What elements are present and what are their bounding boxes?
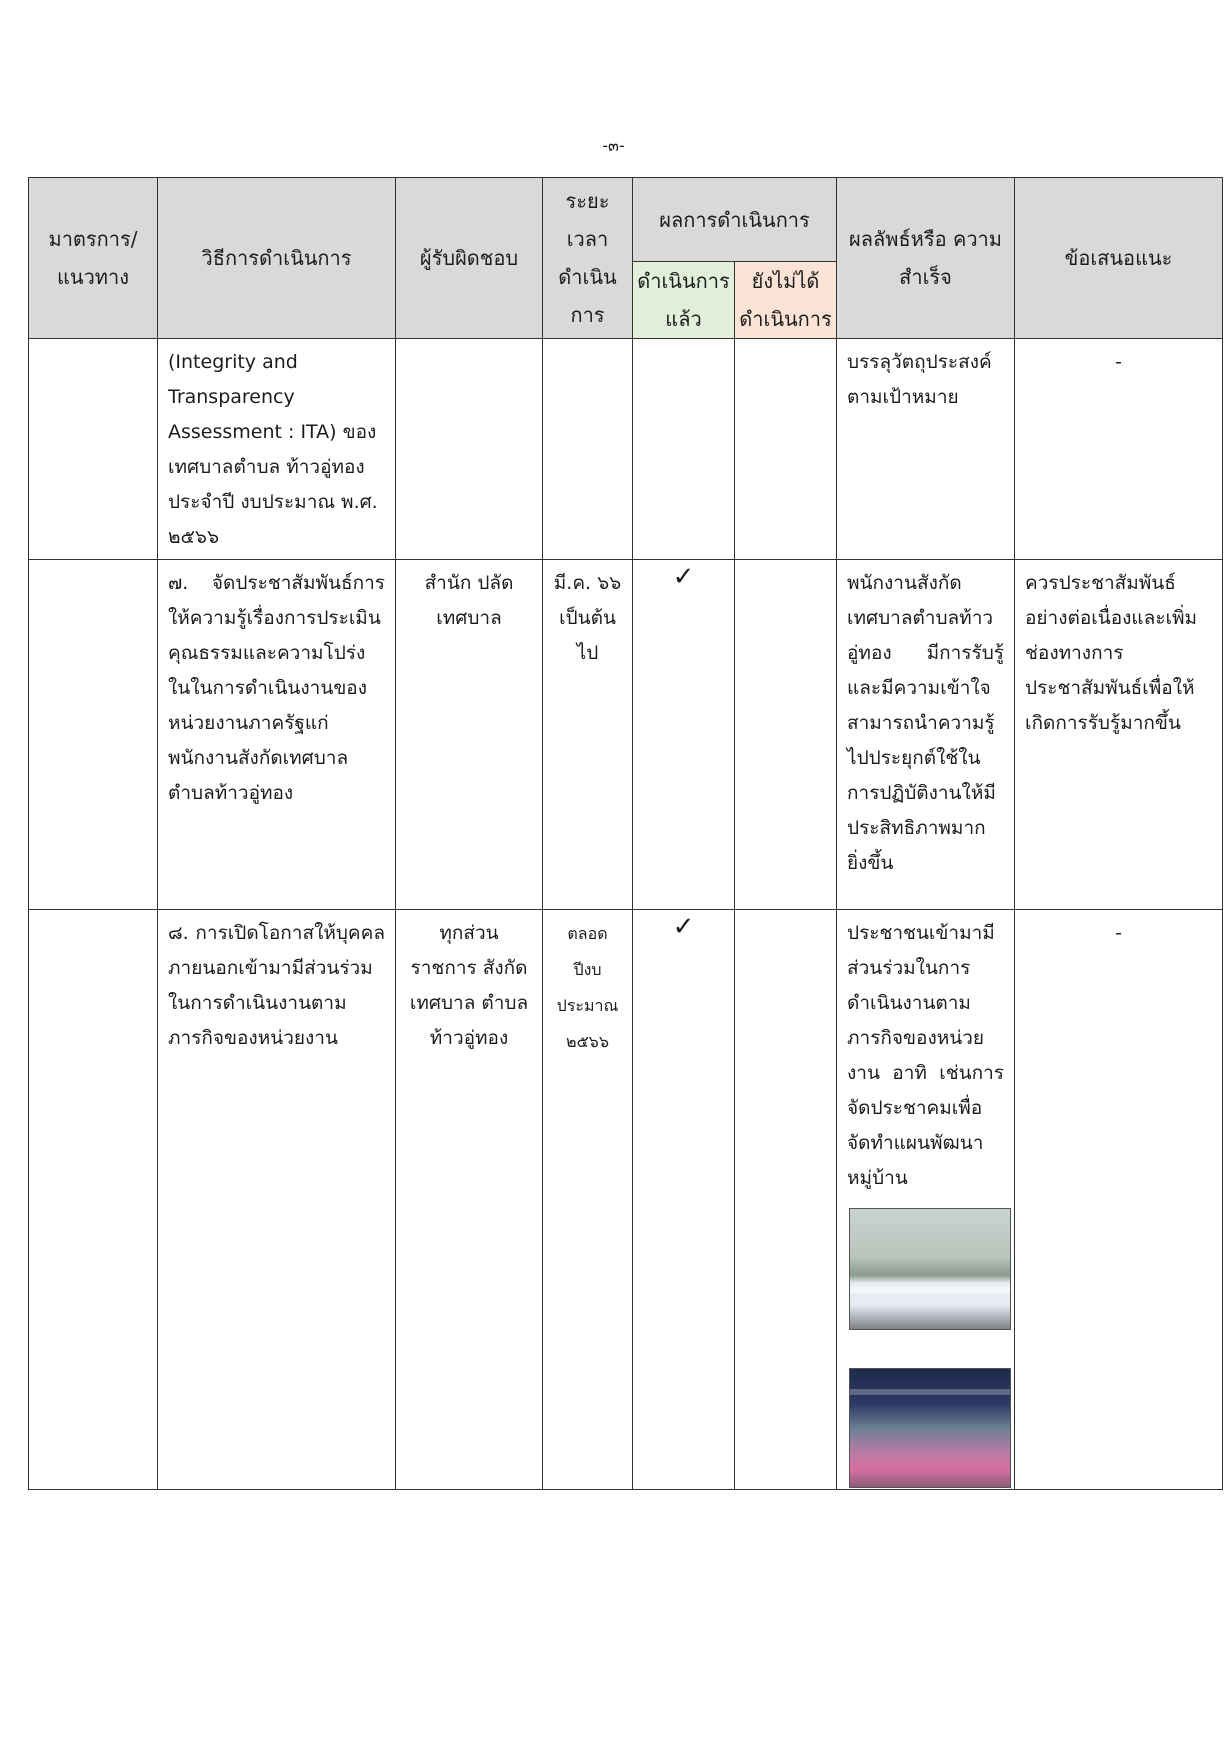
table-row [29,339,1223,560]
cell-achievement: ประชาชนเข้ามามีส่วนร่วมในการดำเนินงานตามภารกิจของหน่วยงาน อาทิ เช่นการจัดประชาคมเพื่อจัดทำแผนพัฒนาหมู่บ้าน [837,910,1015,1490]
cell-achievement: พนักงานสังกัดเทศบาลตำบลท้าวอู่ทอง มีการรับรู้และมีความเข้าใจสามารถนำความรู้ไปประยุกต์ใช้ในการปฏิบัติงานให้มีประสิทธิภาพมากยิ่งขึ้น [837,560,1015,910]
cell-period: ตลอด ปีงบ ประมาณ ๒๕๖๖ [543,910,633,1490]
header-result-done: ดำเนินการ แล้ว [633,262,735,339]
cell-done [633,339,735,560]
table-row [29,560,1223,910]
header-measure: มาตรการ/ แนวทาง [29,178,158,339]
header-result: ผลการดำเนินการ [633,178,837,262]
cell-period: มี.ค. ๖๖ เป็นต้น ไป [543,560,633,910]
cell-done [633,560,735,910]
header-suggestion: ข้อเสนอแนะ [1015,178,1223,339]
cell-pending [735,339,837,560]
cell-period [543,339,633,560]
header-responsible: ผู้รับผิดชอบ [396,178,543,339]
cell-responsible [396,339,543,560]
cell-suggestion: - [1015,910,1223,1490]
header-period: ระยะ เวลา ดำเนิน การ [543,178,633,339]
cell-method: ๗. จัดประชาสัมพันธ์การให้ความรู้เรื่องการประเมินคุณธรรมและความโปร่งในในการดำเนินงานของหน่วยงานภาครัฐแก่พนักงานสังกัดเทศบาลตำบลท้าวอู่ทอง [158,560,396,910]
implementation-table [28,177,1223,1490]
cell-measure [29,560,158,910]
cell-pending [735,910,837,1490]
checkmark-icon: ✓ [672,562,695,592]
cell-responsible: สำนัก ปลัดเทศบาล [396,560,543,910]
checkmark-icon: ✓ [672,912,695,942]
cell-responsible: ทุกส่วน ราชการ สังกัดเทศบาล ตำบล ท้าวอู่ทอง [396,910,543,1490]
cell-method: ๘. การเปิดโอกาสให้บุคคลภายนอกเข้ามามีส่วนร่วมในการดำเนินงานตามภารกิจของหน่วยงาน [158,910,396,1490]
page-number: -๓- [602,136,625,155]
cell-measure [29,339,158,560]
header-method: วิธีการดำเนินการ [158,178,396,339]
header-result-pending: ยังไม่ได้ ดำเนินการ [735,262,837,339]
header-achievement: ผลลัพธ์หรือ ความสำเร็จ [837,178,1015,339]
cell-pending [735,560,837,910]
cell-suggestion: ควรประชาสัมพันธ์อย่างต่อเนื่องและเพิ่มช่องทางการประชาสัมพันธ์เพื่อให้เกิดการรับรู้มากขึ้น [1015,560,1223,910]
cell-suggestion: - [1015,339,1223,560]
community-forum-photo [849,1368,1011,1488]
cell-done [633,910,735,1490]
cell-measure [29,910,158,1490]
village-meeting-photo [849,1208,1011,1330]
cell-method: (Integrity and Transparency Assessment : ITA) ของเทศบาลตำบล ท้าวอู่ทอง ประจำปี งบประมาณ พ.ศ. ๒๕๖๖ [158,339,396,560]
table-row [29,910,1223,1490]
cell-achievement: บรรลุวัตถุประสงค์ ตามเป้าหมาย [837,339,1015,560]
